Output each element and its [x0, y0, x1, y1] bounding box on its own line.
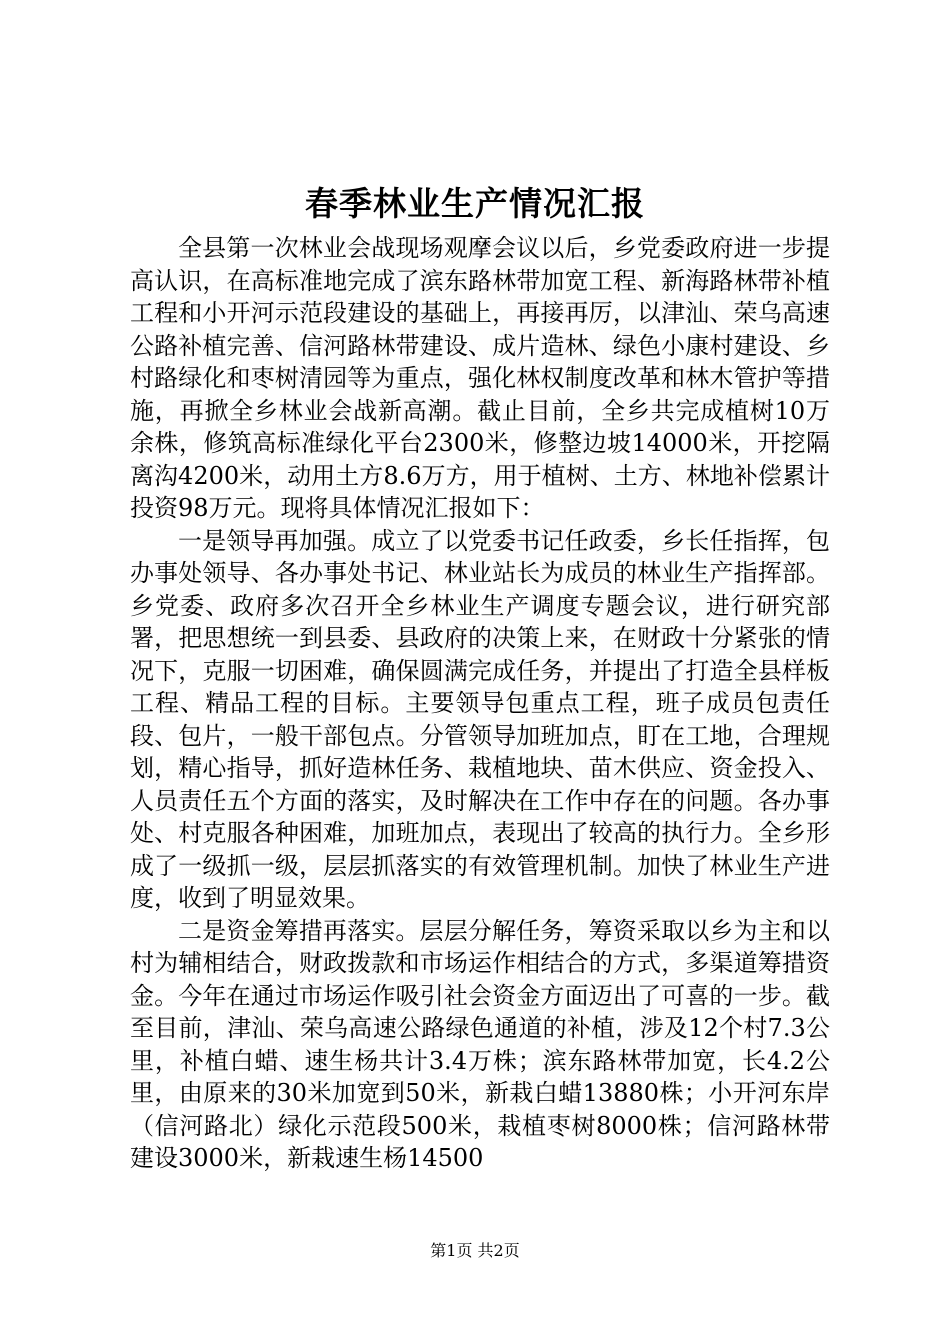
- paragraph-intro: 全县第一次林业会战现场观摩会议以后，乡党委政府进一步提高认识，在高标准地完成了滨东路林带加宽工程、新海路林带补植工程和小开河示范段建设的基础上，再接再厉，以津汕、荣乌高速公路补植完善、信河路林带建设、成片造林、绿色小康村建设、乡村路绿化和枣树清园等为重点，强化林权制度改革和林木管护等措施，再掀全乡林业会战新高潮。截止目前，全乡共完成植树10万余株，修筑高标准绿化平台2300米，修整边坡14000米，开挖隔离沟4200米，动用土方8.6万方，用于植树、土方、林地补偿累计投资98万元。现将具体情况汇报如下：: [130, 234, 830, 522]
- document-title: 春季林业生产情况汇报: [305, 184, 645, 223]
- document-body: [130, 232, 830, 1175]
- paragraph-funding: 二是资金筹措再落实。层层分解任务，筹资采取以乡为主和以村为辅相结合，财政拨款和市场运作相结合的方式，多渠道筹措资金。今年在通过市场运作吸引社会资金方面迈出了可喜的一步。截至目前，津汕、荣乌高速公路绿色通道的补植，涉及12个村7.3公里，补植白蜡、速生杨共计3.4万株；滨东路林带加宽，长4.2公里，由原来的30米加宽到50米，新栽白蜡13880株；小开河东岸（信河路北）绿化示范段500米，栽植枣树8000株；信河路林带建设3000米，新栽速生杨14500: [130, 916, 830, 1172]
- paragraph-leadership: 一是领导再加强。成立了以党委书记任政委，乡长任指挥，包办事处领导、各办事处书记、林业站长为成员的林业生产指挥部。乡党委、政府多次召开全乡林业生产调度专题会议，进行研究部署，把思想统一到县委、县政府的决策上来，在财政十分紧张的情况下，克服一切困难，确保圆满完成任务，并提出了打造全县样板工程、精品工程的目标。主要领导包重点工程，班子成员包责任段、包片，一般干部包点。分管领导加班加点，盯在工地，合理规划，精心指导，抓好造林任务、栽植地块、苗木供应、资金投入、人员责任五个方面的落实，及时解决在工作中存在的问题。各办事处、村克服各种困难，加班加点，表现出了较高的执行力。全乡形成了一级抓一级，层层抓落实的有效管理机制。加快了林业生产进度，收到了明显效果。: [130, 526, 830, 912]
- page-number-footer: 第1页 共2页: [430, 1241, 520, 1260]
